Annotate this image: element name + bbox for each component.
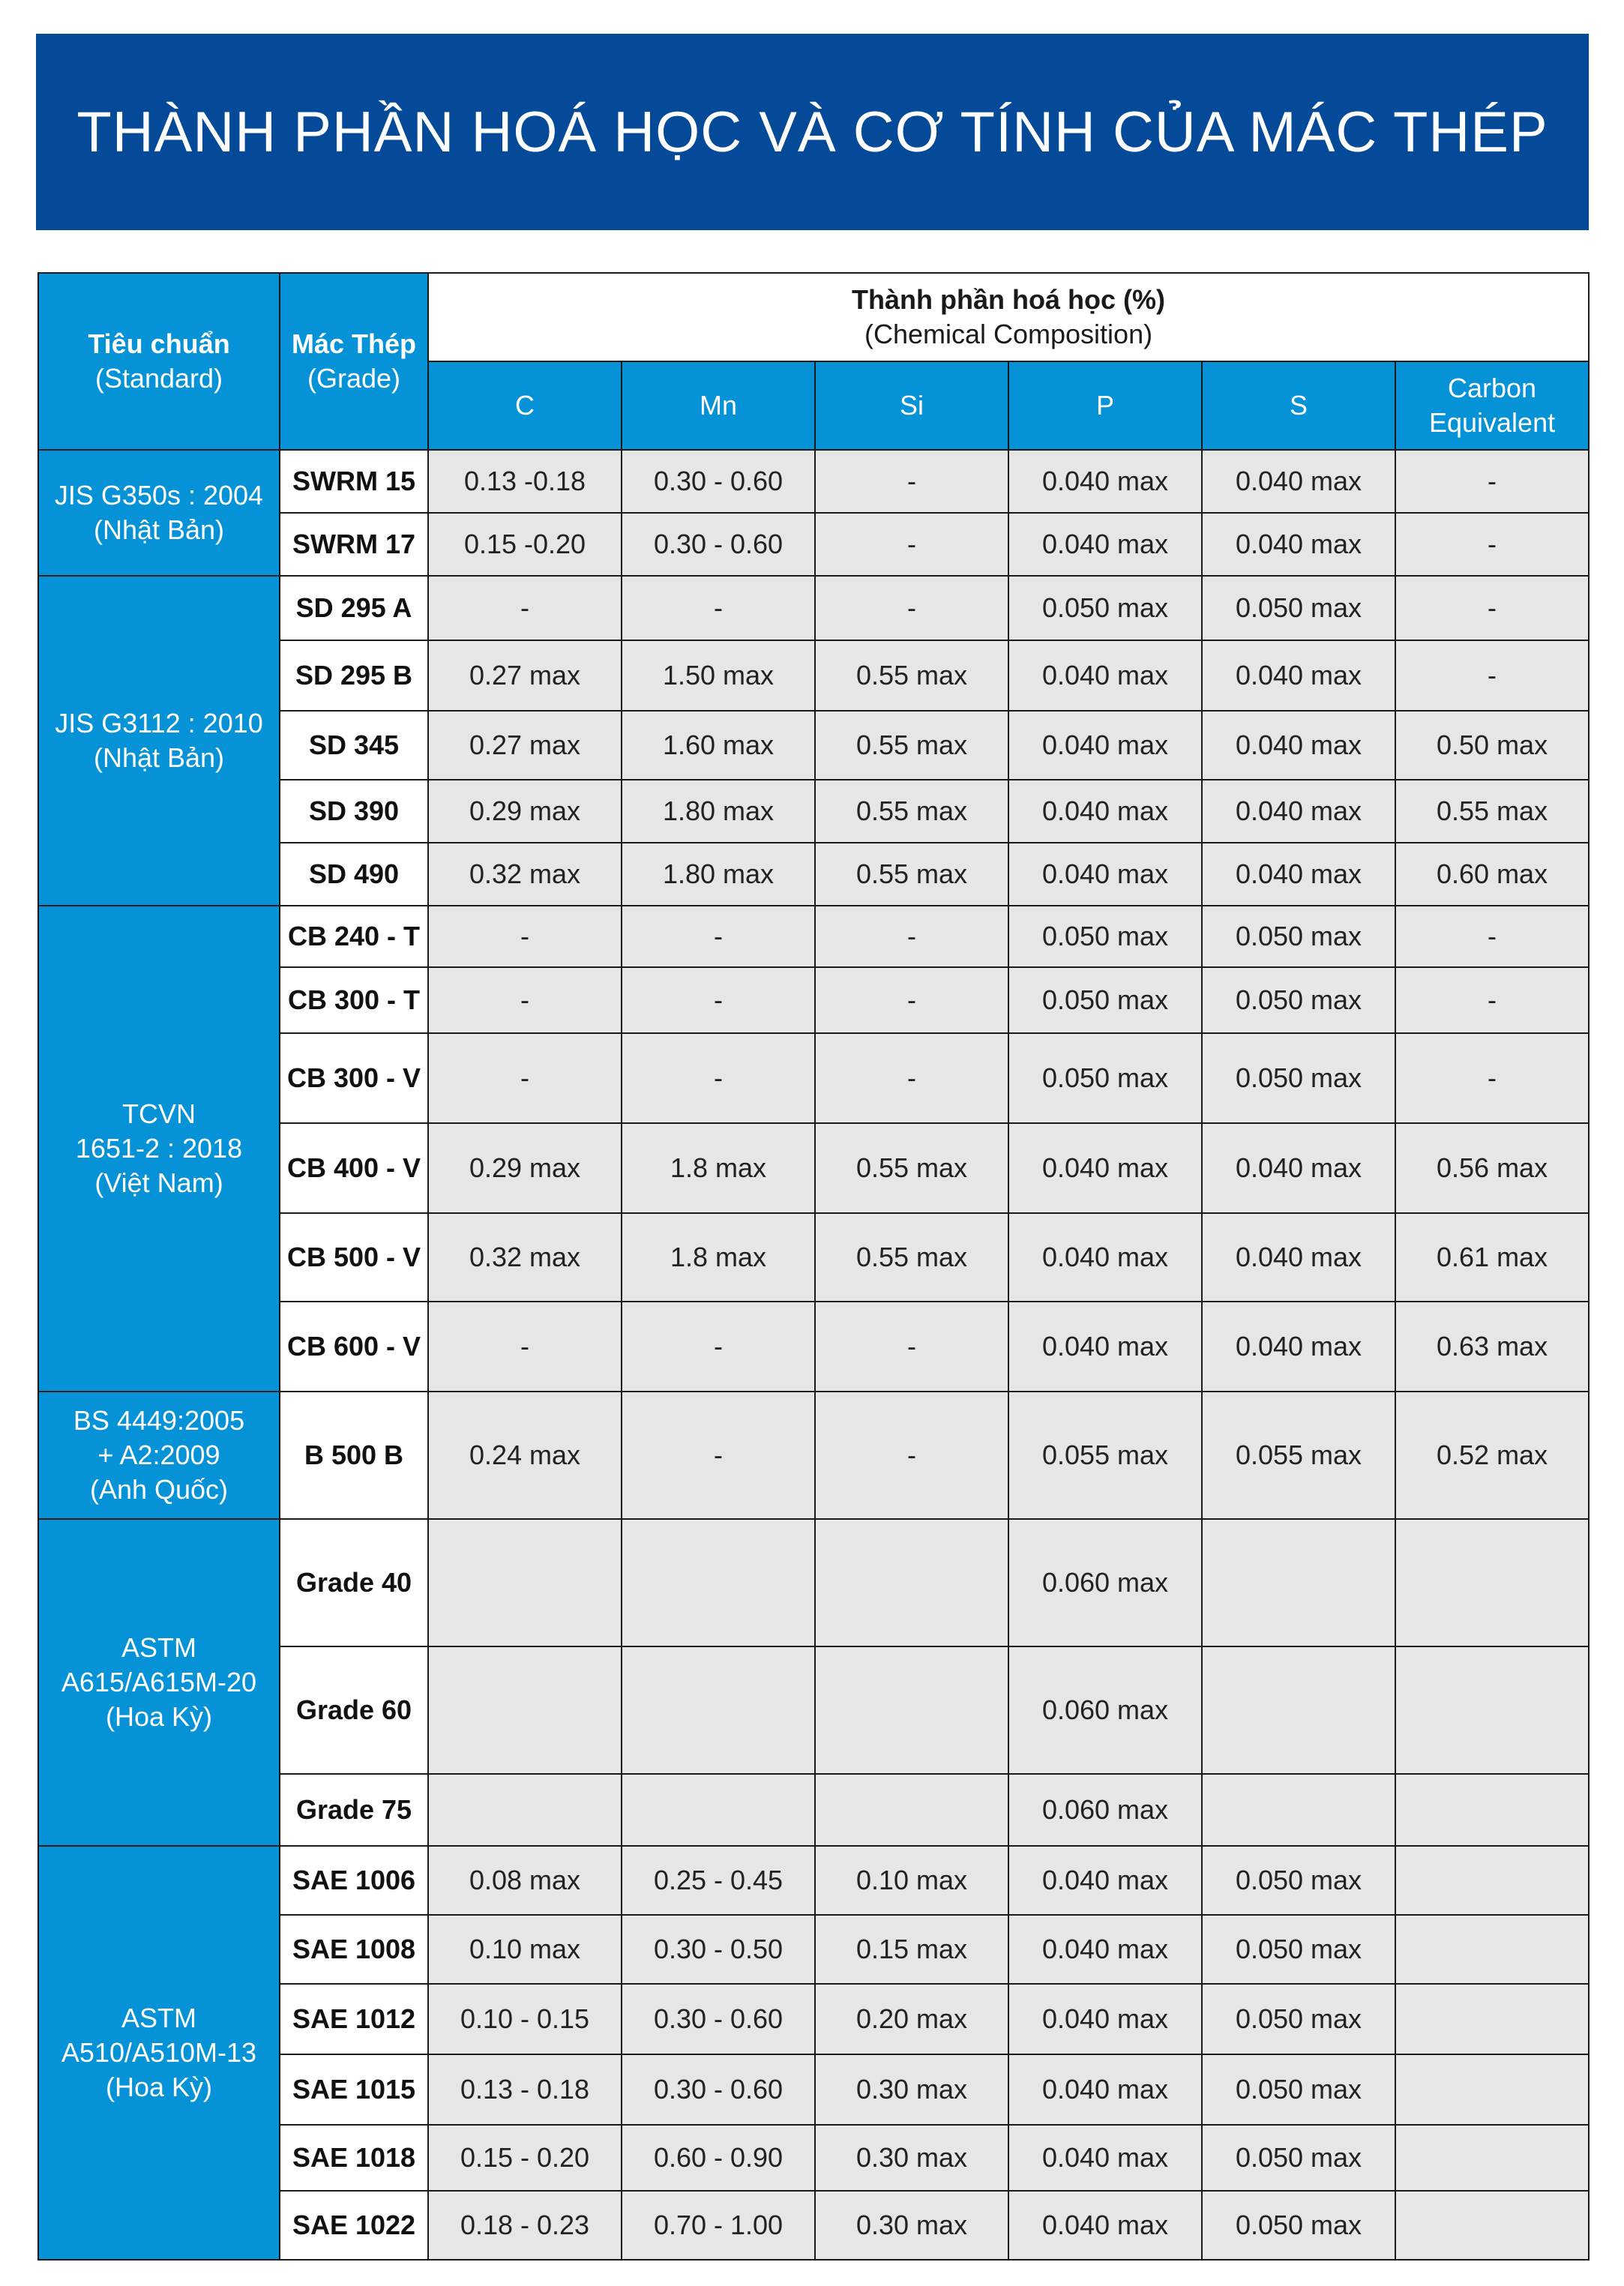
value-cell <box>1395 2054 1589 2125</box>
value-cell: 0.56 max <box>1395 1123 1589 1213</box>
grade-cell: Grade 40 <box>280 1519 428 1646</box>
grade-cell: CB 300 - T <box>280 967 428 1033</box>
value-cell: 0.040 max <box>1008 640 1202 711</box>
value-cell: 0.040 max <box>1008 450 1202 513</box>
value-cell: - <box>622 1033 815 1123</box>
value-cell: 0.55 max <box>1395 780 1589 843</box>
grade-cell: SAE 1018 <box>280 2125 428 2191</box>
value-cell: 0.52 max <box>1395 1392 1589 1519</box>
grade-cell: B 500 B <box>280 1392 428 1519</box>
value-cell <box>622 1646 815 1774</box>
value-cell: 0.050 max <box>1202 1846 1395 1915</box>
value-cell: - <box>1395 906 1589 967</box>
value-cell: - <box>815 513 1008 576</box>
value-cell: - <box>815 1302 1008 1392</box>
value-cell: 0.30 - 0.60 <box>622 450 815 513</box>
value-cell: - <box>622 576 815 640</box>
grade-cell: SAE 1022 <box>280 2191 428 2260</box>
standard-line: TCVN <box>122 1098 196 1129</box>
value-cell: 0.060 max <box>1008 1774 1202 1846</box>
value-cell: - <box>1395 640 1589 711</box>
standard-cell <box>38 576 280 906</box>
header-col-p: P <box>1008 361 1202 450</box>
value-cell <box>428 1519 622 1646</box>
value-cell <box>1395 1846 1589 1915</box>
value-cell: 0.29 max <box>428 1123 622 1213</box>
value-cell: 0.040 max <box>1008 1846 1202 1915</box>
value-cell: - <box>1395 450 1589 513</box>
value-cell: 0.040 max <box>1008 513 1202 576</box>
title-banner <box>36 34 1589 230</box>
value-cell <box>1202 1646 1395 1774</box>
table-row <box>38 576 1589 640</box>
value-cell: 0.040 max <box>1202 450 1395 513</box>
value-cell <box>1202 1519 1395 1646</box>
value-cell: 0.55 max <box>815 843 1008 906</box>
value-cell: 0.050 max <box>1008 906 1202 967</box>
grade-cell: CB 300 - V <box>280 1033 428 1123</box>
value-cell: - <box>622 906 815 967</box>
standard-cell <box>38 1846 280 2260</box>
value-cell: - <box>428 1302 622 1392</box>
table-row <box>38 1392 1589 1519</box>
value-cell: 1.80 max <box>622 780 815 843</box>
standard-line: A615/A615M-20 <box>61 1667 257 1697</box>
value-cell: 0.30 max <box>815 2191 1008 2260</box>
header-composition <box>428 273 1589 361</box>
value-cell: 0.040 max <box>1008 1984 1202 2054</box>
steel-composition-table <box>37 272 1590 2261</box>
value-cell: - <box>622 967 815 1033</box>
value-cell: 0.60 max <box>1395 843 1589 906</box>
table-body <box>38 450 1589 2260</box>
value-cell: - <box>815 1392 1008 1519</box>
value-cell: 0.040 max <box>1008 2054 1202 2125</box>
standard-line: (Anh Quốc) <box>89 1474 229 1505</box>
standard-line: + A2:2009 <box>97 1440 220 1470</box>
value-cell: 0.70 - 1.00 <box>622 2191 815 2260</box>
value-cell: 0.30 - 0.60 <box>622 513 815 576</box>
value-cell <box>622 1519 815 1646</box>
value-cell: 0.040 max <box>1202 1123 1395 1213</box>
grade-cell: SAE 1008 <box>280 1915 428 1984</box>
value-cell: 0.050 max <box>1202 906 1395 967</box>
value-cell: 0.040 max <box>1008 1302 1202 1392</box>
standard-cell <box>38 1392 280 1519</box>
table-row <box>38 450 1589 513</box>
value-cell: 0.050 max <box>1202 1033 1395 1123</box>
grade-cell: CB 400 - V <box>280 1123 428 1213</box>
value-cell <box>428 1774 622 1846</box>
header-standard <box>38 273 280 450</box>
value-cell: 0.25 - 0.45 <box>622 1846 815 1915</box>
value-cell: 0.040 max <box>1008 1915 1202 1984</box>
value-cell: 0.08 max <box>428 1846 622 1915</box>
value-cell <box>815 1646 1008 1774</box>
value-cell: - <box>1395 1033 1589 1123</box>
value-cell: 0.50 max <box>1395 711 1589 780</box>
value-cell: - <box>428 1033 622 1123</box>
header-carbon-label: Carbon <box>1448 373 1537 403</box>
value-cell: 0.050 max <box>1202 2191 1395 2260</box>
value-cell: - <box>1395 967 1589 1033</box>
value-cell: 0.30 - 0.60 <box>622 2054 815 2125</box>
value-cell: 0.040 max <box>1202 780 1395 843</box>
value-cell: 1.8 max <box>622 1213 815 1302</box>
value-cell: 0.040 max <box>1008 2191 1202 2260</box>
value-cell: 0.15 -0.20 <box>428 513 622 576</box>
value-cell: 0.15 max <box>815 1915 1008 1984</box>
grade-cell: Grade 60 <box>280 1646 428 1774</box>
value-cell: 0.55 max <box>815 640 1008 711</box>
value-cell: 0.040 max <box>1202 1302 1395 1392</box>
value-cell <box>815 1774 1008 1846</box>
value-cell: - <box>622 1392 815 1519</box>
header-equivalent-label: Equivalent <box>1428 407 1556 438</box>
value-cell: 0.050 max <box>1202 2125 1395 2191</box>
value-cell: 0.040 max <box>1202 843 1395 906</box>
header-col-c: C <box>428 361 622 450</box>
header-standard-label: Tiêu chuẩn <box>88 328 230 359</box>
value-cell: 0.55 max <box>815 711 1008 780</box>
value-cell: 0.20 max <box>815 1984 1008 2054</box>
value-cell: 0.10 - 0.15 <box>428 1984 622 2054</box>
value-cell: - <box>815 450 1008 513</box>
value-cell: 0.055 max <box>1008 1392 1202 1519</box>
value-cell <box>1395 2125 1589 2191</box>
value-cell: 1.60 max <box>622 711 815 780</box>
grade-cell: SD 295 A <box>280 576 428 640</box>
grade-cell: SWRM 15 <box>280 450 428 513</box>
grade-cell: SD 295 B <box>280 640 428 711</box>
value-cell: 0.040 max <box>1202 640 1395 711</box>
header-composition-en: (Chemical Composition) <box>864 319 1153 349</box>
value-cell: 1.50 max <box>622 640 815 711</box>
value-cell: 0.050 max <box>1008 576 1202 640</box>
value-cell: - <box>815 576 1008 640</box>
standard-line: (Hoa Kỳ) <box>105 1701 213 1732</box>
header-composition-label: Thành phần hoá học (%) <box>852 284 1166 315</box>
grade-cell: SAE 1015 <box>280 2054 428 2125</box>
value-cell: 0.15 - 0.20 <box>428 2125 622 2191</box>
grade-cell: SD 390 <box>280 780 428 843</box>
value-cell <box>1395 1774 1589 1846</box>
value-cell: 0.55 max <box>815 780 1008 843</box>
value-cell: 0.27 max <box>428 711 622 780</box>
header-grade-label: Mác Thép <box>291 328 417 359</box>
header-standard-en: (Standard) <box>94 363 223 394</box>
value-cell: 0.32 max <box>428 843 622 906</box>
value-cell: - <box>1395 513 1589 576</box>
grade-cell: CB 240 - T <box>280 906 428 967</box>
value-cell: - <box>428 576 622 640</box>
table-row <box>38 1519 1589 1646</box>
grade-cell: Grade 75 <box>280 1774 428 1846</box>
standard-line: (Nhật Bản) <box>93 514 225 545</box>
standard-line: JIS G3112 : 2010 <box>55 708 263 739</box>
value-cell: 0.18 - 0.23 <box>428 2191 622 2260</box>
value-cell <box>1202 1774 1395 1846</box>
value-cell: 0.040 max <box>1008 1213 1202 1302</box>
value-cell: - <box>622 1302 815 1392</box>
value-cell <box>1395 1984 1589 2054</box>
standard-line: (Hoa Kỳ) <box>105 2072 213 2102</box>
value-cell <box>1395 1915 1589 1984</box>
value-cell: 0.13 -0.18 <box>428 450 622 513</box>
value-cell: - <box>815 967 1008 1033</box>
value-cell: 0.050 max <box>1202 576 1395 640</box>
header-grade-en: (Grade) <box>307 363 401 394</box>
value-cell: 0.24 max <box>428 1392 622 1519</box>
grade-cell: SD 345 <box>280 711 428 780</box>
header-col-s: S <box>1202 361 1395 450</box>
value-cell <box>1395 1519 1589 1646</box>
standard-line: (Việt Nam) <box>94 1167 223 1198</box>
grade-cell: SD 490 <box>280 843 428 906</box>
value-cell: 0.63 max <box>1395 1302 1589 1392</box>
standard-line: BS 4449:2005 <box>73 1405 245 1436</box>
value-cell: 0.30 max <box>815 2125 1008 2191</box>
grade-cell: CB 500 - V <box>280 1213 428 1302</box>
value-cell: 0.040 max <box>1008 2125 1202 2191</box>
value-cell: 0.29 max <box>428 780 622 843</box>
value-cell <box>428 1646 622 1774</box>
value-cell: 0.30 - 0.60 <box>622 1984 815 2054</box>
table-row <box>38 1846 1589 1915</box>
value-cell: 0.055 max <box>1202 1392 1395 1519</box>
value-cell: 0.050 max <box>1202 967 1395 1033</box>
standard-line: (Nhật Bản) <box>93 742 225 773</box>
header-col-carbon-equivalent <box>1395 361 1589 450</box>
standard-line: A510/A510M-13 <box>61 2037 257 2068</box>
standard-line: JIS G350s : 2004 <box>54 480 264 511</box>
value-cell: 1.80 max <box>622 843 815 906</box>
value-cell: 0.61 max <box>1395 1213 1589 1302</box>
value-cell: - <box>815 906 1008 967</box>
value-cell: 0.040 max <box>1202 513 1395 576</box>
value-cell: 0.060 max <box>1008 1519 1202 1646</box>
grade-cell: SAE 1012 <box>280 1984 428 2054</box>
value-cell: 0.60 - 0.90 <box>622 2125 815 2191</box>
standard-line: ASTM <box>121 2003 196 2033</box>
grade-cell: SWRM 17 <box>280 513 428 576</box>
value-cell: - <box>428 967 622 1033</box>
value-cell: 0.050 max <box>1202 2054 1395 2125</box>
value-cell: 0.050 max <box>1202 1915 1395 1984</box>
value-cell: - <box>1395 576 1589 640</box>
grade-cell: CB 600 - V <box>280 1302 428 1392</box>
value-cell: 0.050 max <box>1202 1984 1395 2054</box>
value-cell: 0.040 max <box>1008 711 1202 780</box>
grade-cell: SAE 1006 <box>280 1846 428 1915</box>
value-cell: 0.55 max <box>815 1123 1008 1213</box>
standard-line: 1651-2 : 2018 <box>75 1133 243 1164</box>
value-cell <box>1395 1646 1589 1774</box>
standard-cell <box>38 906 280 1392</box>
value-cell: 0.10 max <box>815 1846 1008 1915</box>
value-cell: 0.10 max <box>428 1915 622 1984</box>
value-cell: 0.13 - 0.18 <box>428 2054 622 2125</box>
value-cell: 0.040 max <box>1008 780 1202 843</box>
value-cell: 0.27 max <box>428 640 622 711</box>
value-cell <box>815 1519 1008 1646</box>
header-grade <box>280 273 428 450</box>
value-cell: 0.050 max <box>1008 967 1202 1033</box>
value-cell: 0.040 max <box>1008 1123 1202 1213</box>
value-cell: 0.30 max <box>815 2054 1008 2125</box>
standard-line: ASTM <box>121 1632 196 1663</box>
standard-cell <box>38 1519 280 1846</box>
value-cell: - <box>428 906 622 967</box>
value-cell: 0.55 max <box>815 1213 1008 1302</box>
value-cell: 0.050 max <box>1008 1033 1202 1123</box>
value-cell: 0.040 max <box>1202 1213 1395 1302</box>
value-cell: 0.040 max <box>1202 711 1395 780</box>
value-cell: 0.040 max <box>1008 843 1202 906</box>
value-cell: 0.32 max <box>428 1213 622 1302</box>
value-cell: 0.30 - 0.50 <box>622 1915 815 1984</box>
value-cell <box>1395 2191 1589 2260</box>
table-row <box>38 906 1589 967</box>
value-cell: 1.8 max <box>622 1123 815 1213</box>
header-col-mn: Mn <box>622 361 815 450</box>
standard-cell <box>38 450 280 576</box>
header-col-si: Si <box>815 361 1008 450</box>
value-cell: 0.060 max <box>1008 1646 1202 1774</box>
page-title: THÀNH PHẦN HOÁ HỌC VÀ CƠ TÍNH CỦA MÁC THÉP <box>76 100 1548 164</box>
value-cell <box>622 1774 815 1846</box>
value-cell: - <box>815 1033 1008 1123</box>
